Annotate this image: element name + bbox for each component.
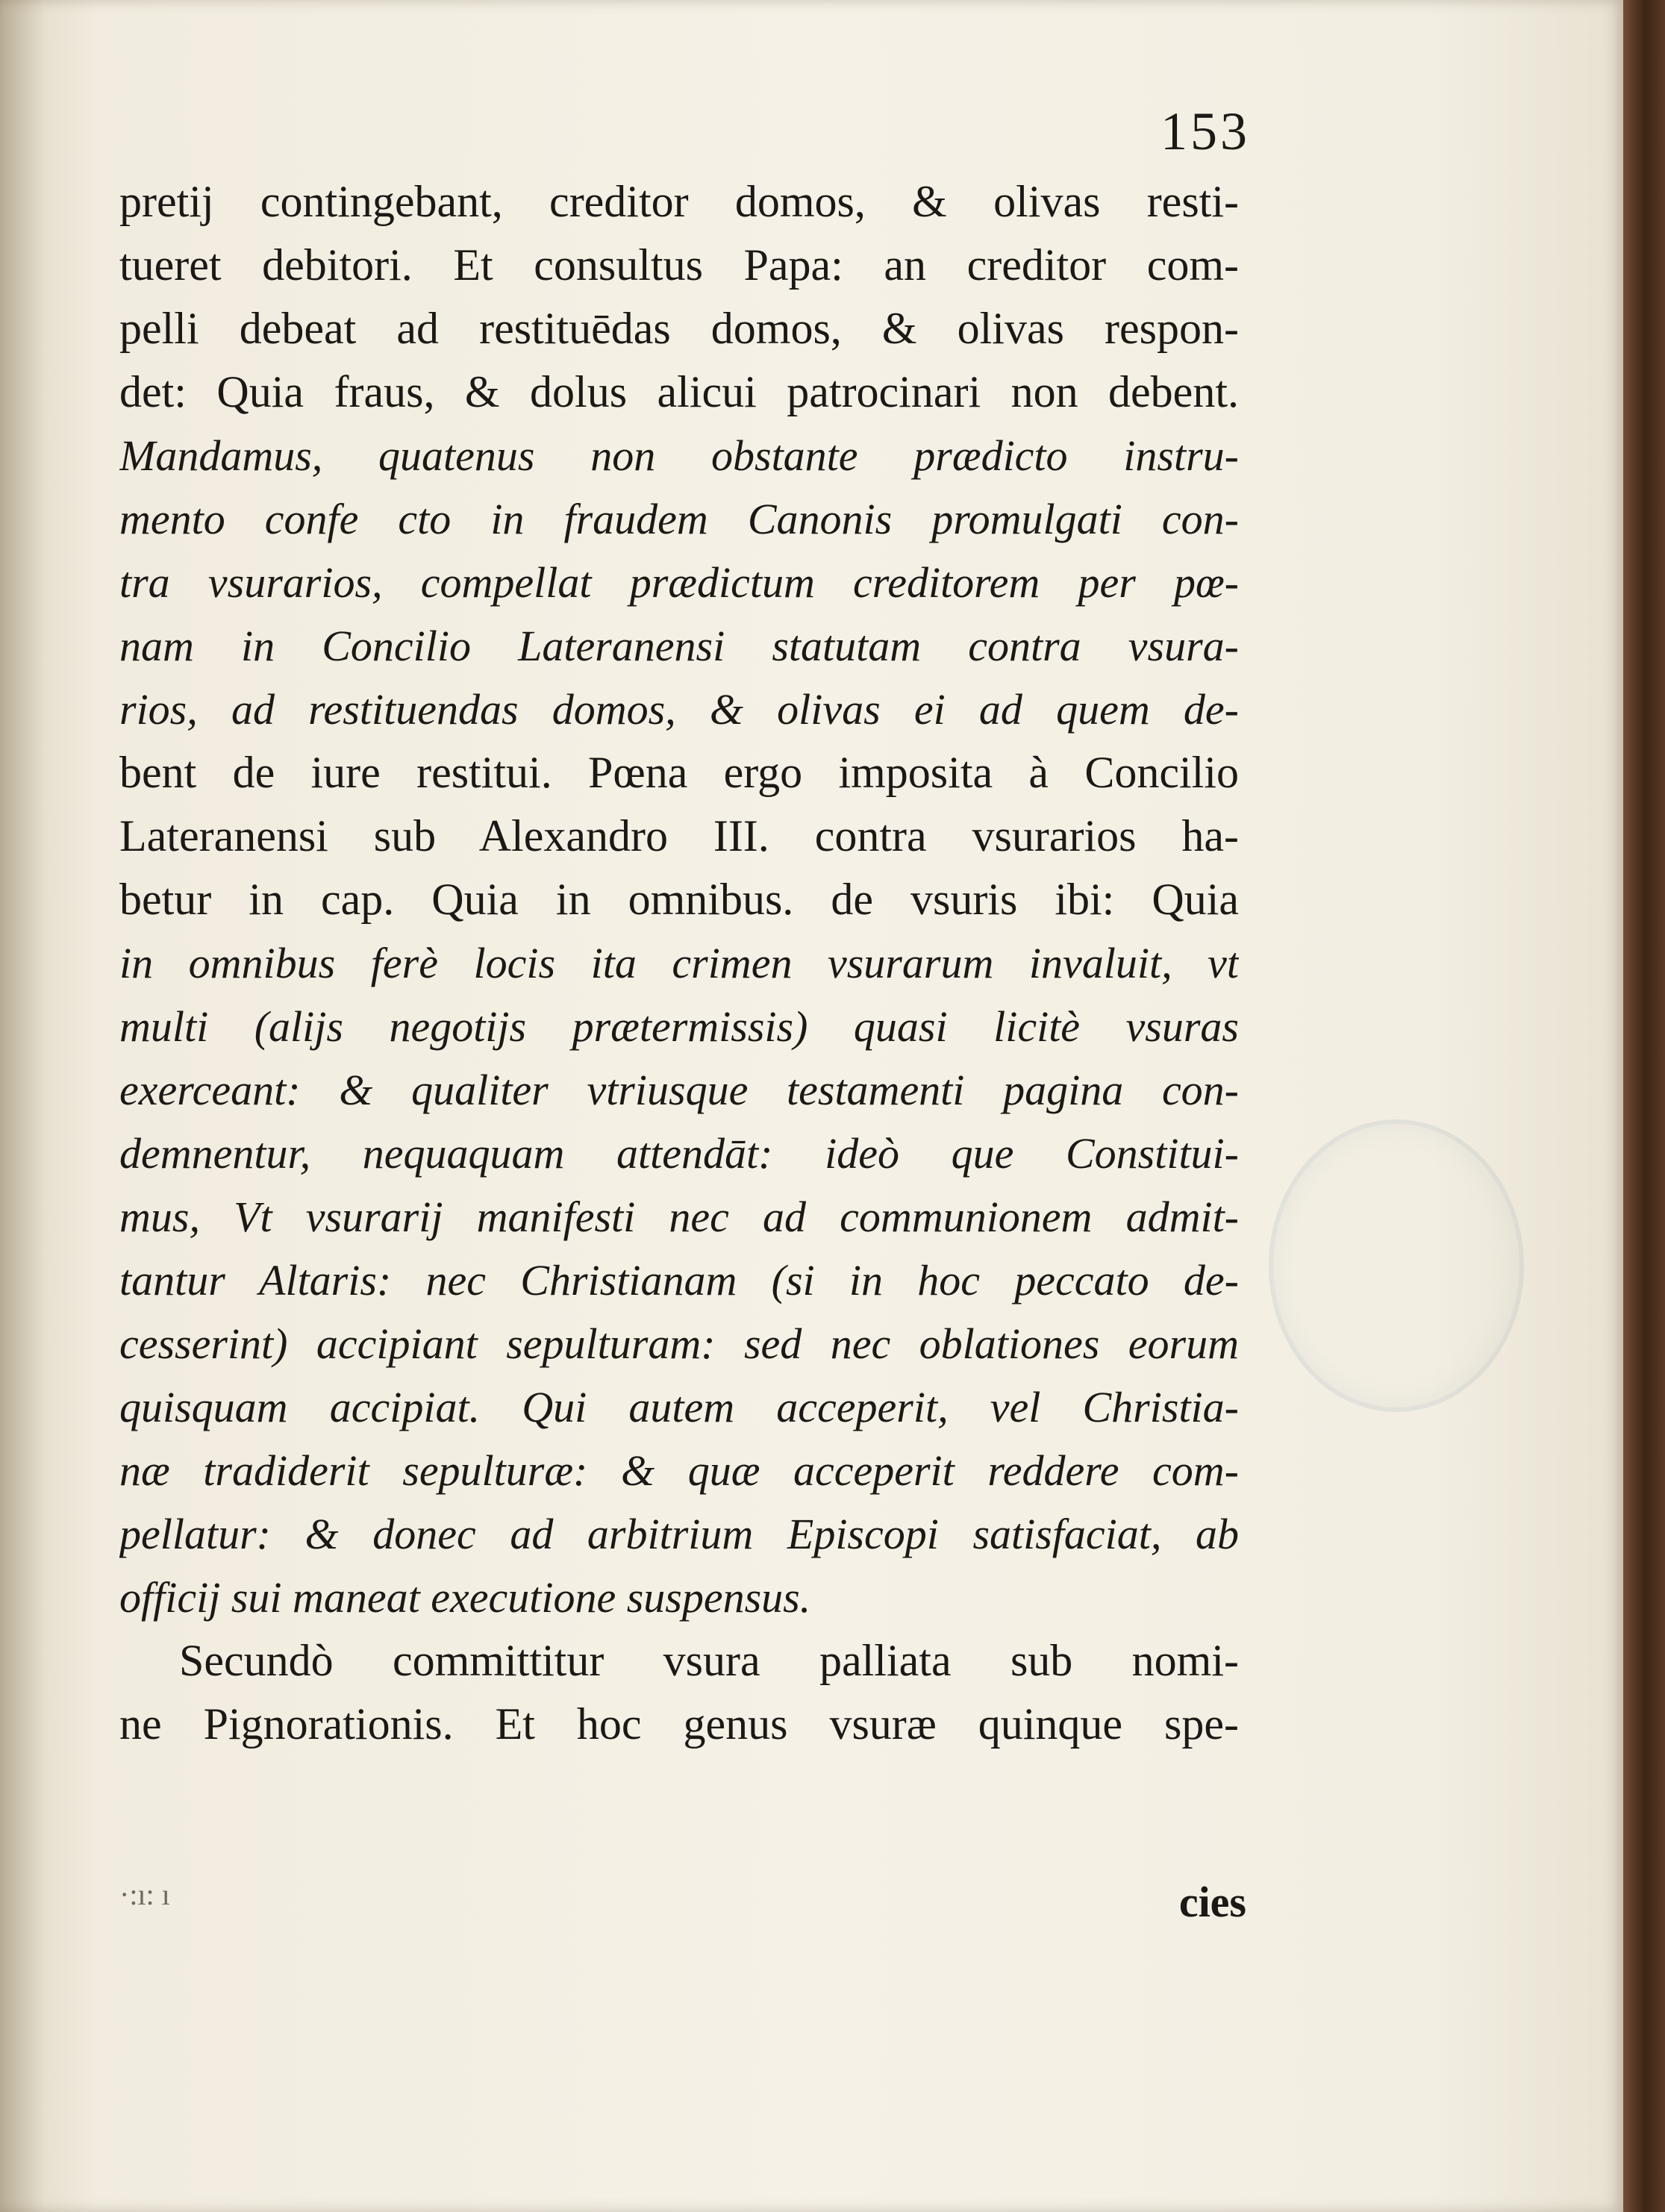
text-line: Mandamus, quatenus non obstante prædicto instru- <box>119 431 1239 480</box>
text-line: bent de iure restitui. Pœna ergo imposita à Concilio <box>119 748 1239 797</box>
text-line: quisquam accipiat. Qui autem acceperit, vel Christia- <box>119 1383 1239 1431</box>
text-line: multi (alijs negotijs prætermissis) quasi licitè vsuras <box>119 1002 1239 1051</box>
text-line: ne Pignorationis. Et hoc genus vsuræ quinque spe- <box>119 1699 1239 1749</box>
text-line: tantur Altaris: nec Christianam (si in hoc peccato de- <box>119 1256 1239 1305</box>
signature-mark: ·:ı: ı <box>119 1878 170 1911</box>
show-through-stamp <box>1269 1119 1524 1412</box>
text-line: officij sui maneat executione suspensus. <box>119 1573 811 1622</box>
text-block <box>119 170 1239 1756</box>
text-line: mento confe cto in fraudem Canonis promulgati con- <box>119 495 1239 543</box>
gutter-shadow <box>0 0 45 2212</box>
text-line: pellatur: & donec ad arbitrium Episcopi satisfaciat, ab <box>119 1510 1239 1558</box>
text-line: pelli debeat ad restituēdas domos, & olivas respon- <box>119 304 1239 353</box>
text-line: betur in cap. Quia in omnibus. de vsuris ibi: Quia <box>119 875 1239 924</box>
text-line: demnentur, nequaquam attendāt: ideò que Constitui- <box>119 1129 1239 1178</box>
catchword: cies <box>1178 1878 1246 1926</box>
text-line: Lateranensi sub Alexandro III. contra vsurarios ha- <box>119 811 1239 860</box>
text-line: pretij contingebant, creditor domos, & olivas resti- <box>119 177 1239 226</box>
text-line: tueret debitori. Et consultus Papa: an creditor com- <box>119 240 1239 290</box>
text-line: næ tradiderit sepulturæ: & quæ acceperit reddere com- <box>119 1446 1239 1495</box>
text-line: mus, Vt vsurarij manifesti nec ad communionem admit- <box>119 1193 1239 1241</box>
text-line: in omnibus ferè locis ita crimen vsurarum invaluit, vt <box>119 939 1239 987</box>
text-line: exerceant: & qualiter vtriusque testamenti pagina con- <box>119 1066 1239 1114</box>
text-line: tra vsurarios, compellat prædictum creditorem per pœ- <box>119 558 1239 607</box>
text-line: rios, ad restituendas domos, & olivas ei ad quem de- <box>119 685 1239 734</box>
text-line: Secundò committitur vsura palliata sub nomi- <box>179 1636 1239 1685</box>
text-line: cesserint) accipiant sepulturam: sed nec oblationes eorum <box>119 1319 1239 1368</box>
page-number: 153 <box>1160 101 1250 161</box>
text-line: nam in Concilio Lateranensi statutam contra vsura- <box>119 622 1239 670</box>
text-line: det: Quia fraus, & dolus alicui patrocinari non debent. <box>119 367 1239 416</box>
